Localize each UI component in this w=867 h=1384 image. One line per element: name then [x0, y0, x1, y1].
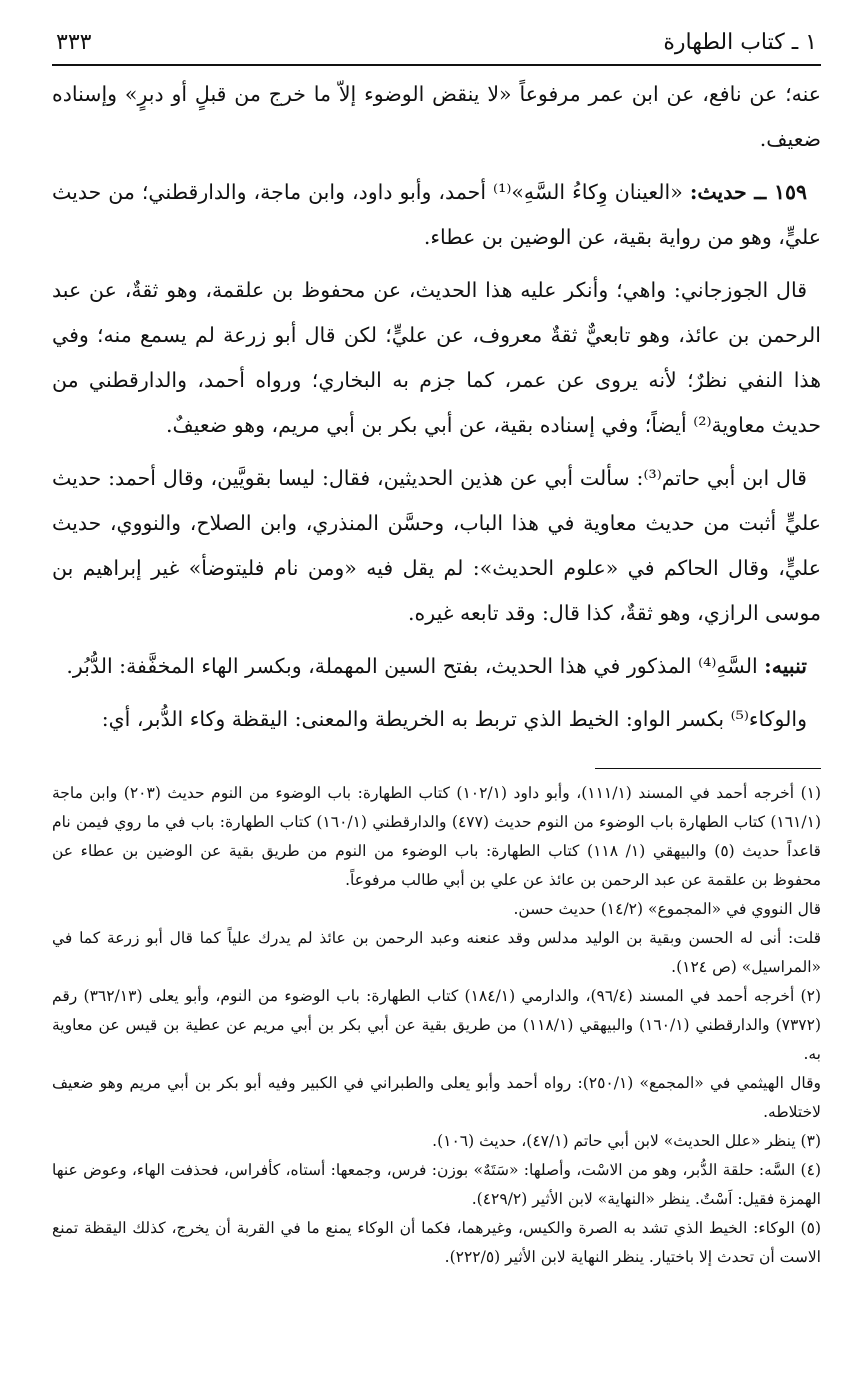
footnote-separator — [595, 768, 821, 769]
footnote: (٤) السَّه: حلقة الدُّبر، وهو من الاسْت، وأصلها: «سَتَهٌ» بوزن: فرس، وجمعها: أستاه، كأفراس، فحذفت الهاء، وعوض عنها الهمزة فقيل: اَسْتٌ. ينظر «النهاية» لابن الأثير (٤٢٩/٢). — [52, 1161, 821, 1208]
footnote: (٣) ينظر «علل الحديث» لابن أبي حاتم (٤٧/١)، حديث (١٠٦). — [432, 1132, 821, 1150]
footnotes — [52, 779, 821, 1272]
page-number: ٣٣٣ — [56, 30, 92, 55]
footnote: (٢) أخرجه أحمد في المسند (٩٦/٤)، والدارمي (١٨٤/١) كتاب الطهارة: باب الوضوء من النوم، وأبو يعلى (٣٦٢/١٣) رقم (٧٣٧٢) والدارقطني (١٦٠/١) والبيهقي (١١٨/١) من طريق بقية عن أبي بكر بن أبي مريم عن عطية بن قيس عن معاوية به. — [52, 987, 821, 1063]
paragraph-text: «العينان وِكاءُ السَّهِ»⁽¹⁾ أحمد، وأبو داود، وابن ماجة، والدارقطني؛ من حديث عليٍّ، وهو من رواية بقية، عن الوضين بن عطاء. — [52, 180, 821, 249]
footnote: (٥) الوكاء: الخيط الذي تشد به الصرة والكيس، وغيرهما، فكما أن الوكاء يمنع ما في القربة أن يخرج، كذلك اليقظة تمنع الاست أن تحدث إلا باختيار. ينظر النهاية لابن الأثير (٢٢٢/٥). — [52, 1219, 821, 1266]
paragraph-text: السَّهِ⁽⁴⁾ المذكور في هذا الحديث، بفتح السين المهملة، وبكسر الهاء المخفَّفة: الدُّبُر. — [66, 654, 765, 678]
hadith-number: ١٥٩ ــ حديث: — [689, 180, 808, 204]
paragraph: قال ابن أبي حاتم⁽³⁾: سألت أبي عن هذين الحديثين، فقال: ليسا بقويَّين، وقال أحمد: حديث عليٍّ أثبت من حديث معاوية في هذا الباب، وحسَّن المنذري، وابن الصلاح، والنووي، حديث عليٍّ، وقال الحاكم في «علوم الحديث»: لم يقل فيه «ومن نام فليتوضأ» غير إبراهيم بن موسى الرازي، وهو ثقةٌ، كذا قال: وقد تابعه غيره. — [52, 466, 821, 625]
note-paragraph — [52, 644, 821, 689]
footnote: قلت: أنى له الحسن وبقية بن الوليد مدلس وقد عنعنه وعبد الرحمن بن عائذ لم يدرك علياً كما قال أبو زرعة كما في «المراسيل» (ص ١٢٤). — [52, 929, 821, 976]
footnote: قال النووي في «المجموع» (١٤/٢) حديث حسن. — [513, 900, 821, 918]
footnote: (١) أخرجه أحمد في المسند (١١١/١)، وأبو داود (١٠٢/١) كتاب الطهارة: باب الوضوء من النوم حديث (٢٠٣) وابن ماجة (١٦١/١) كتاب الطهارة باب الوضوء من النوم حديث (٤٧٧) والدارقطني (١٦٠/١) كتاب الطهارة: باب في ما روي فيمن نام قاعداً حديث (٥) والبيهقي (١/ ١١٨) كتاب الطهارة: باب الوضوء من النوم من طريق بقية عن الوضين بن عطاء عن محفوظ بن علقمة عن عبد الرحمن بن عائذ عن علي بن أبي طالب مرفوعاً. — [52, 784, 822, 889]
main-text — [52, 72, 821, 742]
paragraph: والوكاء⁽⁵⁾ بكسر الواو: الخيط الذي تربط به الخريطة والمعنى: اليقظة وكاء الدُّبر، أي: — [101, 707, 807, 731]
paragraph: عنه؛ عن نافع، عن ابن عمر مرفوعاً «لا ينقض الوضوء إلاّ ما خرج من قبلٍ أو دبرٍ» وإسناده ضعيف. — [52, 82, 821, 151]
note-heading: تنبيه: — [764, 654, 807, 678]
chapter-title: ١ ـ كتاب الطهارة — [663, 30, 817, 55]
paragraph: قال الجوزجاني: واهي؛ وأنكر عليه هذا الحديث، عن محفوظ بن علقمة، وهو ثقةٌ، عن عبد الرحمن بن عائذ، وهو تابعيٌّ ثقةٌ معروف، عن عليٍّ؛ لكن قال أبو زرعة لم يسمع منه؛ وفي هذا النفي نظرٌ؛ لأنه يروى عن عمر، كما جزم به البخاري؛ ورواه أحمد، والدارقطني من حديث معاوية⁽²⁾ أيضاً؛ وفي إسناده بقية، عن أبي بكر بن أبي مريم، وهو ضعيفٌ. — [52, 278, 821, 437]
footnote: وقال الهيثمي في «المجمع» (٢٥٠/١): رواه أحمد وأبو يعلى والطبراني في الكبير وفيه أبو بكر بن أبي مريم وهو ضعيف لاختلاطه. — [52, 1074, 821, 1121]
hadith-entry — [52, 170, 821, 260]
running-header — [52, 28, 821, 66]
